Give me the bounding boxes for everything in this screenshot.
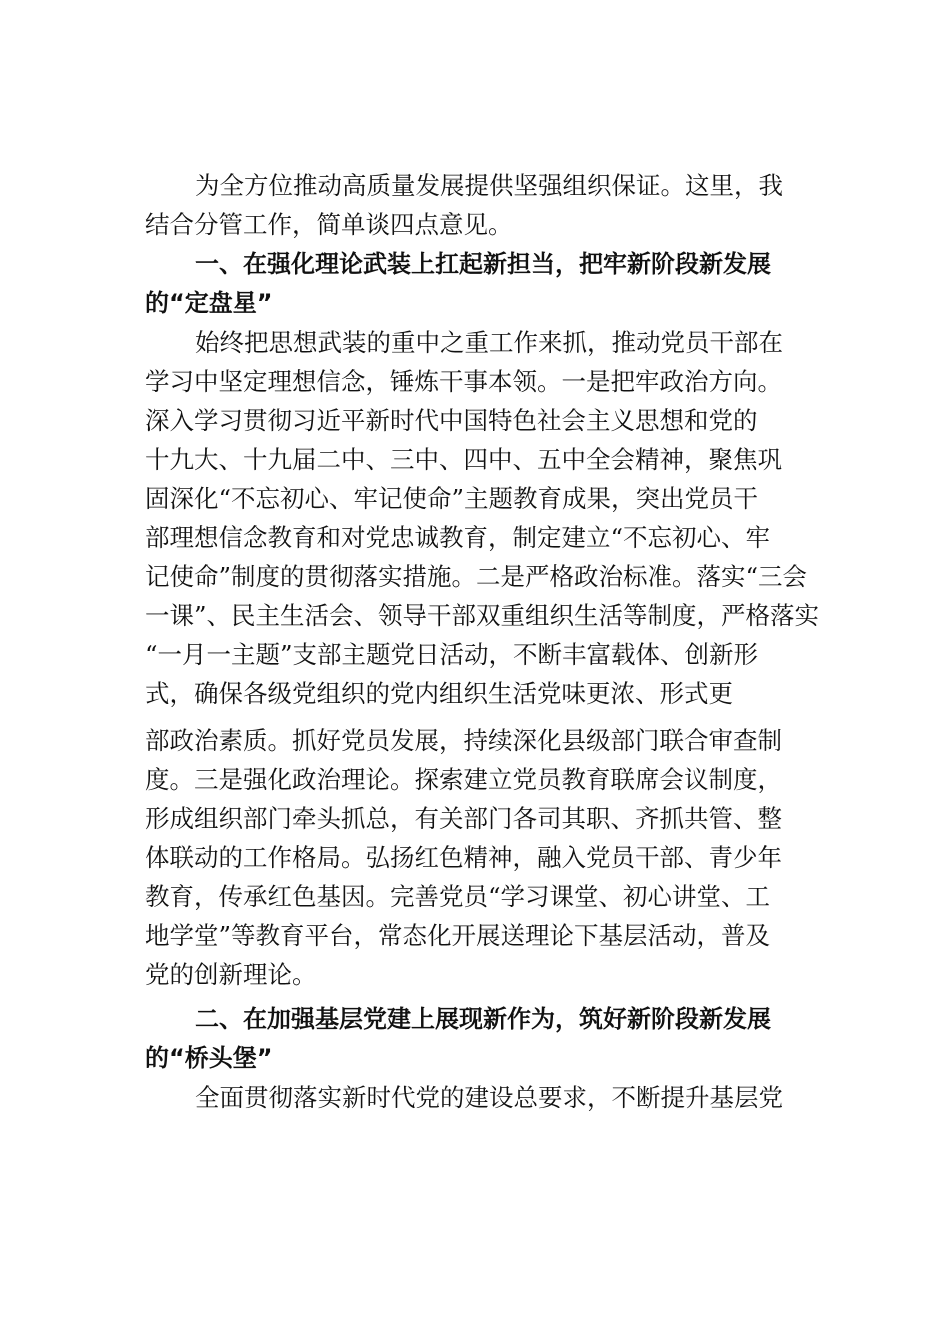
paragraph-line: 教育，传承红色基因。完善党员“学习课堂、初心讲堂、工 [145, 882, 771, 911]
paragraph-line: 党的创新理论。 [145, 960, 317, 989]
paragraph-line: 地学堂”等教育平台，常态化开展送理论下基层活动，普及 [145, 921, 771, 950]
paragraph-line: 学习中坚定理想信念，锤炼干事本领。一是把牢政治方向。 [145, 367, 782, 396]
paragraph-line: 一课”、民主生活会、领导干部双重组织生活等制度，严格落实 [145, 601, 820, 630]
paragraph-line: 始终把思想武装的重中之重工作来抓，推动党员干部在 [195, 328, 783, 357]
paragraph-line: 体联动的工作格局。弘扬红色精神，融入党员干部、青少年 [145, 843, 782, 872]
paragraph-line: 深入学习贯彻习近平新时代中国特色社会主义思想和党的 [145, 406, 758, 435]
section-heading-2-cont: 的“桥头堡” [145, 1044, 273, 1072]
paragraph-line: 度。三是强化政治理论。探索建立党员教育联席会议制度， [145, 765, 782, 794]
section-heading-1-cont: 的“定盘星” [145, 289, 273, 317]
paragraph-line: 十九大、十九届二中、三中、四中、五中全会精神，聚焦巩 [145, 445, 782, 474]
paragraph-line: 结合分管工作，简单谈四点意见。 [145, 210, 513, 239]
paragraph-line: 式，确保各级党组织的党内组织生活党味更浓、形式更 [145, 679, 733, 708]
paragraph-line: 部政治素质。抓好党员发展，持续深化县级部门联合审查制 [145, 726, 782, 755]
paragraph-line: 全面贯彻落实新时代党的建设总要求，不断提升基层党 [195, 1083, 783, 1112]
paragraph-line: 形成组织部门牵头抓总，有关部门各司其职、齐抓共管、整 [145, 804, 782, 833]
section-heading-2: 二、在加强基层党建上展现新作为，筑好新阶段新发展 [195, 1005, 771, 1033]
section-heading-1: 一、在强化理论武装上扛起新担当，把牢新阶段新发展 [195, 250, 771, 278]
paragraph-line: 固深化“不忘初心、牢记使命”主题教育成果，突出党员干 [145, 484, 759, 513]
paragraph-line: “一月一主题”支部主题党日活动，不断丰富载体、创新形 [145, 640, 759, 669]
paragraph-line: 记使命”制度的贯彻落实措施。二是严格政治标准。落实“三会 [145, 562, 808, 591]
paragraph-line: 部理想信念教育和对党忠诚教育，制定建立“不忘初心、牢 [145, 523, 771, 552]
paragraph-line: 为全方位推动高质量发展提供坚强组织保证。这里，我 [195, 171, 783, 200]
